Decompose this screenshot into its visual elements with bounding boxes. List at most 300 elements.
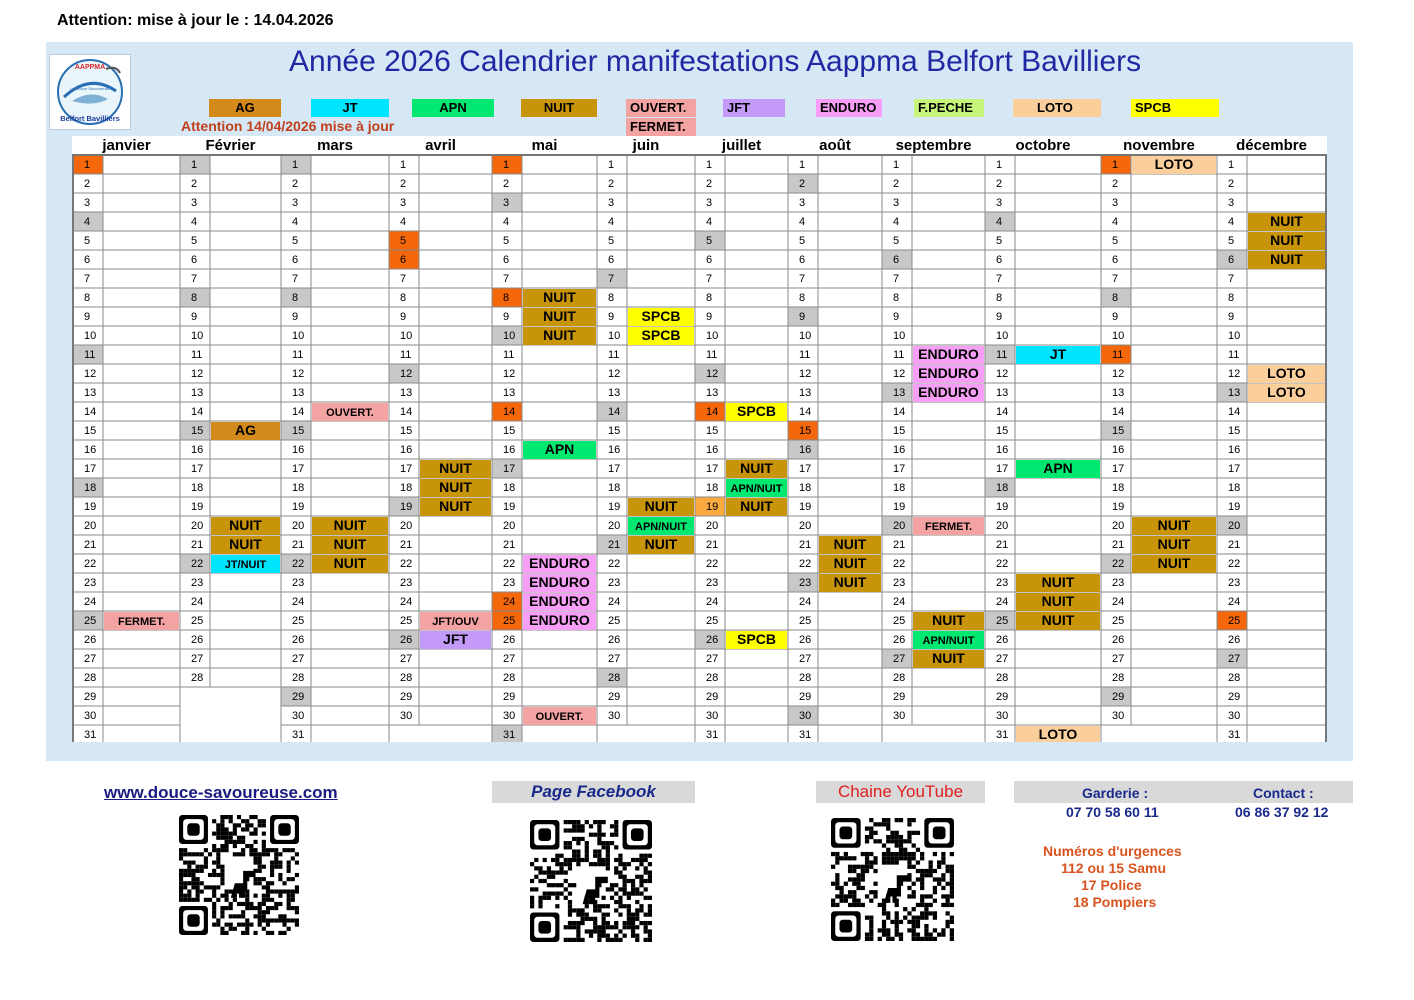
day-number: 8 [84,292,91,304]
day-number: 30 [1228,710,1241,722]
day-number: 5 [1112,235,1119,247]
day-number: 9 [400,311,407,323]
day-event-cell [1015,269,1101,288]
day-event-cell [1131,497,1217,516]
day-number: 14 [191,406,204,418]
event-label: NUIT [833,555,867,571]
day-event-cell [1247,630,1326,649]
day-number: 17 [1112,463,1125,475]
day-number: 10 [608,330,621,342]
day-number: 13 [608,387,621,399]
day-event-cell [311,440,389,459]
day-event-cell [103,364,180,383]
day-event-cell [103,725,180,742]
day-event-cell [210,345,281,364]
day-event-cell [912,459,985,478]
day-number: 5 [292,235,299,247]
day-number: 8 [400,292,407,304]
day-event-cell [1015,440,1101,459]
day-event-cell [1015,497,1101,516]
day-number: 24 [503,596,516,608]
day-number: 28 [84,672,97,684]
day-event-cell [419,212,492,231]
day-number: 21 [503,539,516,551]
day-event-cell [103,288,180,307]
day-number: 20 [608,520,621,532]
day-event-cell [725,193,788,212]
day-event-cell [311,573,389,592]
day-number: 21 [1228,539,1241,551]
day-event-cell [1131,706,1217,725]
event-label: SPCB [737,631,776,647]
day-number: 16 [706,444,719,456]
day-event-cell [818,706,882,725]
day-event-cell [522,345,597,364]
facebook-link[interactable]: Page Facebook [492,781,695,803]
day-number: 24 [1112,596,1125,608]
day-number: 1 [893,159,900,171]
day-event-cell [103,326,180,345]
day-event-cell [311,497,389,516]
day-number: 14 [400,406,413,418]
day-number: 28 [1112,672,1125,684]
day-event-cell [210,497,281,516]
event-label: NUIT [932,612,965,628]
day-event-cell [311,364,389,383]
day-number: 3 [893,197,900,209]
day-event-cell [1247,706,1326,725]
day-number: 31 [292,729,305,741]
day-number: 15 [706,425,719,437]
day-event-cell [725,250,788,269]
emergency-pompiers: 18 Pompiers [1073,894,1157,910]
day-event-cell [311,611,389,630]
day-number: 11 [84,349,96,361]
day-event-cell [818,592,882,611]
day-number: 7 [706,273,713,285]
day-event-cell [103,459,180,478]
day-number: 4 [400,216,407,228]
day-event-cell [103,231,180,250]
day-event-cell [103,269,180,288]
day-number: 5 [799,235,806,247]
day-number: 6 [893,254,900,266]
event-label: JFT [443,631,468,647]
day-event-cell [1015,516,1101,535]
month-6 [597,137,695,725]
day-number: 4 [191,216,198,228]
day-number: 26 [1112,634,1125,646]
day-number: 19 [191,501,204,513]
day-event-cell [522,383,597,402]
day-event-cell [522,421,597,440]
day-event-cell [627,364,695,383]
event-label: NUIT [833,536,867,552]
website-link[interactable]: www.douce-savoureuse.com [104,783,338,802]
day-event-cell [1247,668,1326,687]
day-number: 19 [799,501,812,513]
event-label: NUIT [1157,517,1191,533]
event-label: APN/NUIT [730,483,783,495]
day-event-cell [419,345,492,364]
day-event-cell [522,516,597,535]
day-number: 1 [1112,159,1119,171]
day-event-cell [627,687,695,706]
day-number: 19 [893,501,906,513]
day-number: 13 [503,387,516,399]
day-number: 7 [996,273,1003,285]
day-number: 5 [893,235,900,247]
day-event-cell [210,478,281,497]
day-number: 11 [292,349,304,361]
svg-text:AAPPMA: AAPPMA [74,64,106,71]
day-number: 28 [191,672,204,684]
day-event-cell [419,402,492,421]
day-number: 15 [799,425,812,437]
day-event-cell [818,345,882,364]
day-number: 29 [706,691,719,703]
day-number: 17 [996,463,1009,475]
day-number: 23 [996,577,1009,589]
day-event-cell [103,630,180,649]
day-event-cell [210,155,281,174]
day-number: 18 [292,482,305,494]
day-number: 3 [608,197,615,209]
day-number: 11 [1112,349,1124,361]
day-number: 9 [1228,311,1235,323]
day-number: 27 [84,653,97,665]
day-number: 29 [84,691,97,703]
day-event-cell [627,630,695,649]
event-label: ENDURO [529,593,590,609]
day-number: 21 [893,539,906,551]
day-event-cell [522,630,597,649]
facebook-qr-code[interactable] [530,820,658,942]
day-event-cell [1247,288,1326,307]
day-number: 17 [191,463,204,475]
day-number: 18 [400,482,413,494]
event-label: APN [1043,460,1073,476]
day-event-cell [1247,725,1326,742]
day-event-cell [725,383,788,402]
day-event-cell [419,649,492,668]
day-event-cell [818,155,882,174]
day-number: 16 [191,444,204,456]
day-number: 31 [1228,729,1241,741]
day-number: 4 [893,216,900,228]
day-number: 3 [706,197,713,209]
month-8 [788,137,882,742]
day-event-cell [522,497,597,516]
day-event-cell [103,402,180,421]
month-header: mars [317,137,353,154]
day-event-cell [1131,364,1217,383]
event-label: NUIT [333,536,367,552]
day-number: 2 [400,178,407,190]
day-event-cell [103,573,180,592]
day-event-cell [1015,193,1101,212]
event-label: SPCB [737,403,776,419]
day-number: 19 [996,501,1009,513]
day-number: 15 [503,425,516,437]
day-number: 20 [503,520,516,532]
day-event-cell [210,269,281,288]
website-qr-code[interactable] [179,815,309,935]
day-number: 10 [996,330,1009,342]
day-event-cell [103,668,180,687]
day-event-cell [1015,155,1101,174]
day-event-cell [725,649,788,668]
day-event-cell [1131,174,1217,193]
day-event-cell [103,212,180,231]
day-number: 12 [608,368,621,380]
day-number: 13 [400,387,413,399]
day-event-cell [1131,573,1217,592]
day-number: 5 [706,235,713,247]
day-number: 30 [400,710,413,722]
day-number: 14 [893,406,906,418]
day-number: 20 [893,520,906,532]
day-number: 29 [893,691,906,703]
day-number: 29 [1228,691,1241,703]
day-number: 18 [191,482,204,494]
day-event-cell [1247,649,1326,668]
day-number: 14 [1228,406,1241,418]
contact-phone: 06 86 37 92 12 [1235,804,1329,820]
day-number: 31 [503,729,516,741]
day-number: 1 [799,159,806,171]
day-event-cell [912,231,985,250]
day-event-cell [725,573,788,592]
day-event-cell [210,630,281,649]
day-event-cell [1247,440,1326,459]
day-event-cell [419,288,492,307]
event-label: NUIT [1157,555,1191,571]
month-header: novembre [1123,137,1195,154]
day-number: 1 [191,159,198,171]
day-number: 12 [893,368,906,380]
day-event-cell [818,231,882,250]
event-label: NUIT [740,498,773,514]
day-event-cell [311,630,389,649]
month-3 [281,137,389,742]
day-number: 13 [706,387,719,399]
day-number: 26 [292,634,305,646]
day-event-cell [912,497,985,516]
day-number: 10 [84,330,97,342]
day-number: 13 [191,387,204,399]
day-event-cell [818,326,882,345]
event-label: AG [235,422,256,438]
day-event-cell [1247,155,1326,174]
day-event-cell [725,212,788,231]
day-number: 7 [292,273,299,285]
day-number: 2 [893,178,900,190]
day-event-cell [627,706,695,725]
event-label: JT [1049,346,1067,362]
day-number: 21 [292,539,305,551]
day-event-cell [818,516,882,535]
day-event-cell [1247,554,1326,573]
youtube-qr-code[interactable] [831,818,966,941]
day-event-cell [725,687,788,706]
day-event-cell [912,535,985,554]
day-event-cell [912,421,985,440]
day-number: 12 [292,368,305,380]
day-event-cell [103,250,180,269]
day-number: 9 [893,311,900,323]
day-event-cell [1247,497,1326,516]
day-number: 24 [191,596,204,608]
day-event-cell [627,155,695,174]
day-number: 7 [191,273,198,285]
day-number: 18 [84,482,97,494]
month-2 [180,137,281,687]
event-label: NUIT [1041,593,1075,609]
day-number: 30 [706,710,719,722]
day-number: 10 [799,330,812,342]
day-number: 22 [1112,558,1125,570]
day-event-cell [627,174,695,193]
day-number: 31 [84,729,97,741]
day-number: 30 [799,710,812,722]
day-number: 8 [1112,292,1119,304]
day-event-cell [210,288,281,307]
day-event-cell [627,573,695,592]
day-number: 28 [1228,672,1241,684]
day-event-cell [627,193,695,212]
day-number: 1 [503,159,510,171]
day-event-cell [1015,535,1101,554]
day-event-cell [103,440,180,459]
day-number: 3 [1112,197,1119,209]
day-event-cell [725,326,788,345]
day-event-cell [311,478,389,497]
event-label: SPCB [641,327,681,343]
day-number: 3 [292,197,299,209]
day-number: 2 [503,178,510,190]
day-number: 12 [503,368,516,380]
day-number: 16 [799,444,812,456]
day-number: 7 [799,273,806,285]
day-number: 14 [799,406,812,418]
youtube-link[interactable]: Chaine YouTube [816,781,985,803]
day-event-cell [1015,649,1101,668]
day-number: 1 [996,159,1003,171]
day-event-cell [311,155,389,174]
day-number: 8 [893,292,900,304]
club-logo [49,54,131,130]
day-number: 27 [400,653,413,665]
month-1 [73,137,180,742]
day-number: 13 [996,387,1009,399]
day-number: 6 [84,254,91,266]
day-number: 5 [191,235,198,247]
day-event-cell [1247,193,1326,212]
day-event-cell [419,307,492,326]
day-event-cell [210,174,281,193]
day-event-cell [818,402,882,421]
day-event-cell [103,592,180,611]
day-number: 6 [1228,254,1235,266]
month-11 [1101,137,1217,725]
month-header: juin [632,137,660,154]
day-number: 8 [292,292,299,304]
day-number: 13 [1112,387,1125,399]
day-event-cell [627,288,695,307]
day-event-cell [210,592,281,611]
day-event-cell [1131,459,1217,478]
day-event-cell [1247,459,1326,478]
day-number: 7 [400,273,407,285]
day-event-cell [912,478,985,497]
legend-ouvert: OUVERT. [626,99,696,117]
day-number: 1 [400,159,407,171]
day-event-cell [1015,307,1101,326]
day-number: 30 [608,710,621,722]
day-event-cell [818,307,882,326]
day-event-cell [627,592,695,611]
day-event-cell [1131,592,1217,611]
day-event-cell [419,535,492,554]
day-event-cell [210,383,281,402]
day-number: 21 [400,539,413,551]
day-number: 2 [191,178,198,190]
day-number: 14 [996,406,1009,418]
day-event-cell [725,440,788,459]
day-number: 19 [84,501,97,513]
day-number: 21 [84,539,97,551]
event-label: JFT/OUV [432,616,479,628]
day-event-cell [818,668,882,687]
day-number: 8 [191,292,198,304]
day-event-cell [1131,288,1217,307]
day-event-cell [1131,687,1217,706]
day-number: 29 [400,691,413,703]
event-label: SPCB [641,308,681,324]
day-event-cell [311,250,389,269]
month-header: décembre [1236,137,1307,154]
month-7 [695,137,788,742]
day-event-cell [725,364,788,383]
day-number: 6 [608,254,615,266]
day-event-cell [522,668,597,687]
day-event-cell [210,649,281,668]
day-event-cell [103,421,180,440]
day-number: 23 [893,577,906,589]
day-number: 20 [1112,520,1125,532]
day-event-cell [419,573,492,592]
day-number: 2 [1112,178,1119,190]
day-number: 27 [191,653,204,665]
day-number: 4 [996,216,1003,228]
day-event-cell [725,706,788,725]
day-number: 19 [608,501,621,513]
legend-fpeche: F.PECHE [914,99,984,117]
day-event-cell [419,668,492,687]
day-event-cell [627,231,695,250]
event-label: NUIT [1270,232,1303,248]
event-label: JT/NUIT [224,559,267,571]
day-number: 21 [608,539,621,551]
day-event-cell [912,193,985,212]
day-event-cell [818,421,882,440]
day-event-cell [912,668,985,687]
month-5 [492,137,597,742]
day-number: 9 [608,311,615,323]
day-number: 21 [706,539,719,551]
day-number: 31 [799,729,812,741]
